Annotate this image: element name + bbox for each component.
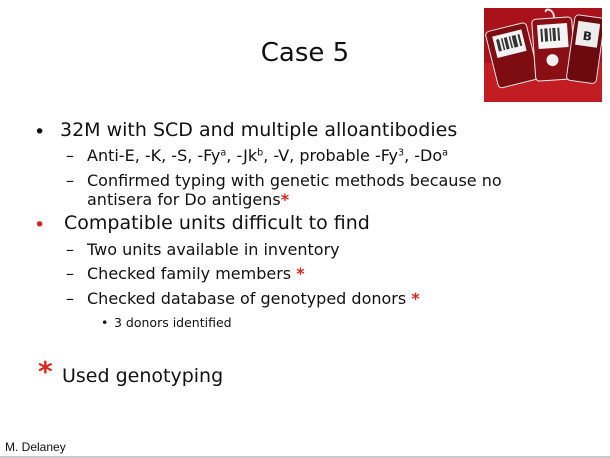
confirmed-typing-text: antisera for Do antigens [87,190,281,209]
genotyping-star: * [280,190,290,209]
superscript-3: 3 [397,147,405,159]
bullet-level1: • [34,121,46,143]
dash-level2: – [66,146,74,165]
family-members-text: Checked family members [87,264,292,283]
bullet-compatible-units: Compatible units difficult to find [64,212,370,234]
legend-used-genotyping: Used genotyping [62,365,224,387]
blood-bags-image [484,8,602,102]
dash-level2: – [66,264,74,283]
superscript-a-1: a [220,147,227,159]
sub-bullet-confirmed-typing-line1: Confirmed typing with genetic methods because no [87,171,502,190]
superscript-a-2: a [442,147,449,159]
bullet-level3: • [101,315,109,330]
legend-star: * [38,355,53,388]
dash-level2: – [66,171,74,190]
slide-title: Case 5 [260,38,350,68]
sub-bullet-confirmed-typing-line2 [87,190,289,209]
blood-bags-photo [484,8,602,102]
bullet-level1-red: • [34,214,46,236]
database-text: Checked database of genotyped donors [87,289,407,308]
dash-level2: – [66,289,74,308]
bullet-32m-scd: 32M with SCD and multiple alloantibodies [60,119,458,141]
svg-text:B: B [581,28,593,44]
genotyping-star: * [296,264,305,283]
sub-bullet-family-members [87,264,305,283]
sub-bullet-two-units: Two units available in inventory [87,240,340,259]
footer-author: M. Delaney [5,440,66,454]
sub-sub-bullet-donors: 3 donors identified [114,315,232,330]
antibodies-text-4: , -Do [404,146,443,165]
antibodies-text-2: , -Jk [226,146,258,165]
superscript-b: b [257,147,264,159]
sub-bullet-antibodies [87,146,448,165]
antibodies-text-1: Anti-E, -K, -S, -Fy [87,146,221,165]
dash-level2: – [66,240,74,259]
genotyping-star: * [411,289,420,308]
antibodies-text-3: , -V, probable -Fy [263,146,398,165]
sub-bullet-database [87,289,420,308]
